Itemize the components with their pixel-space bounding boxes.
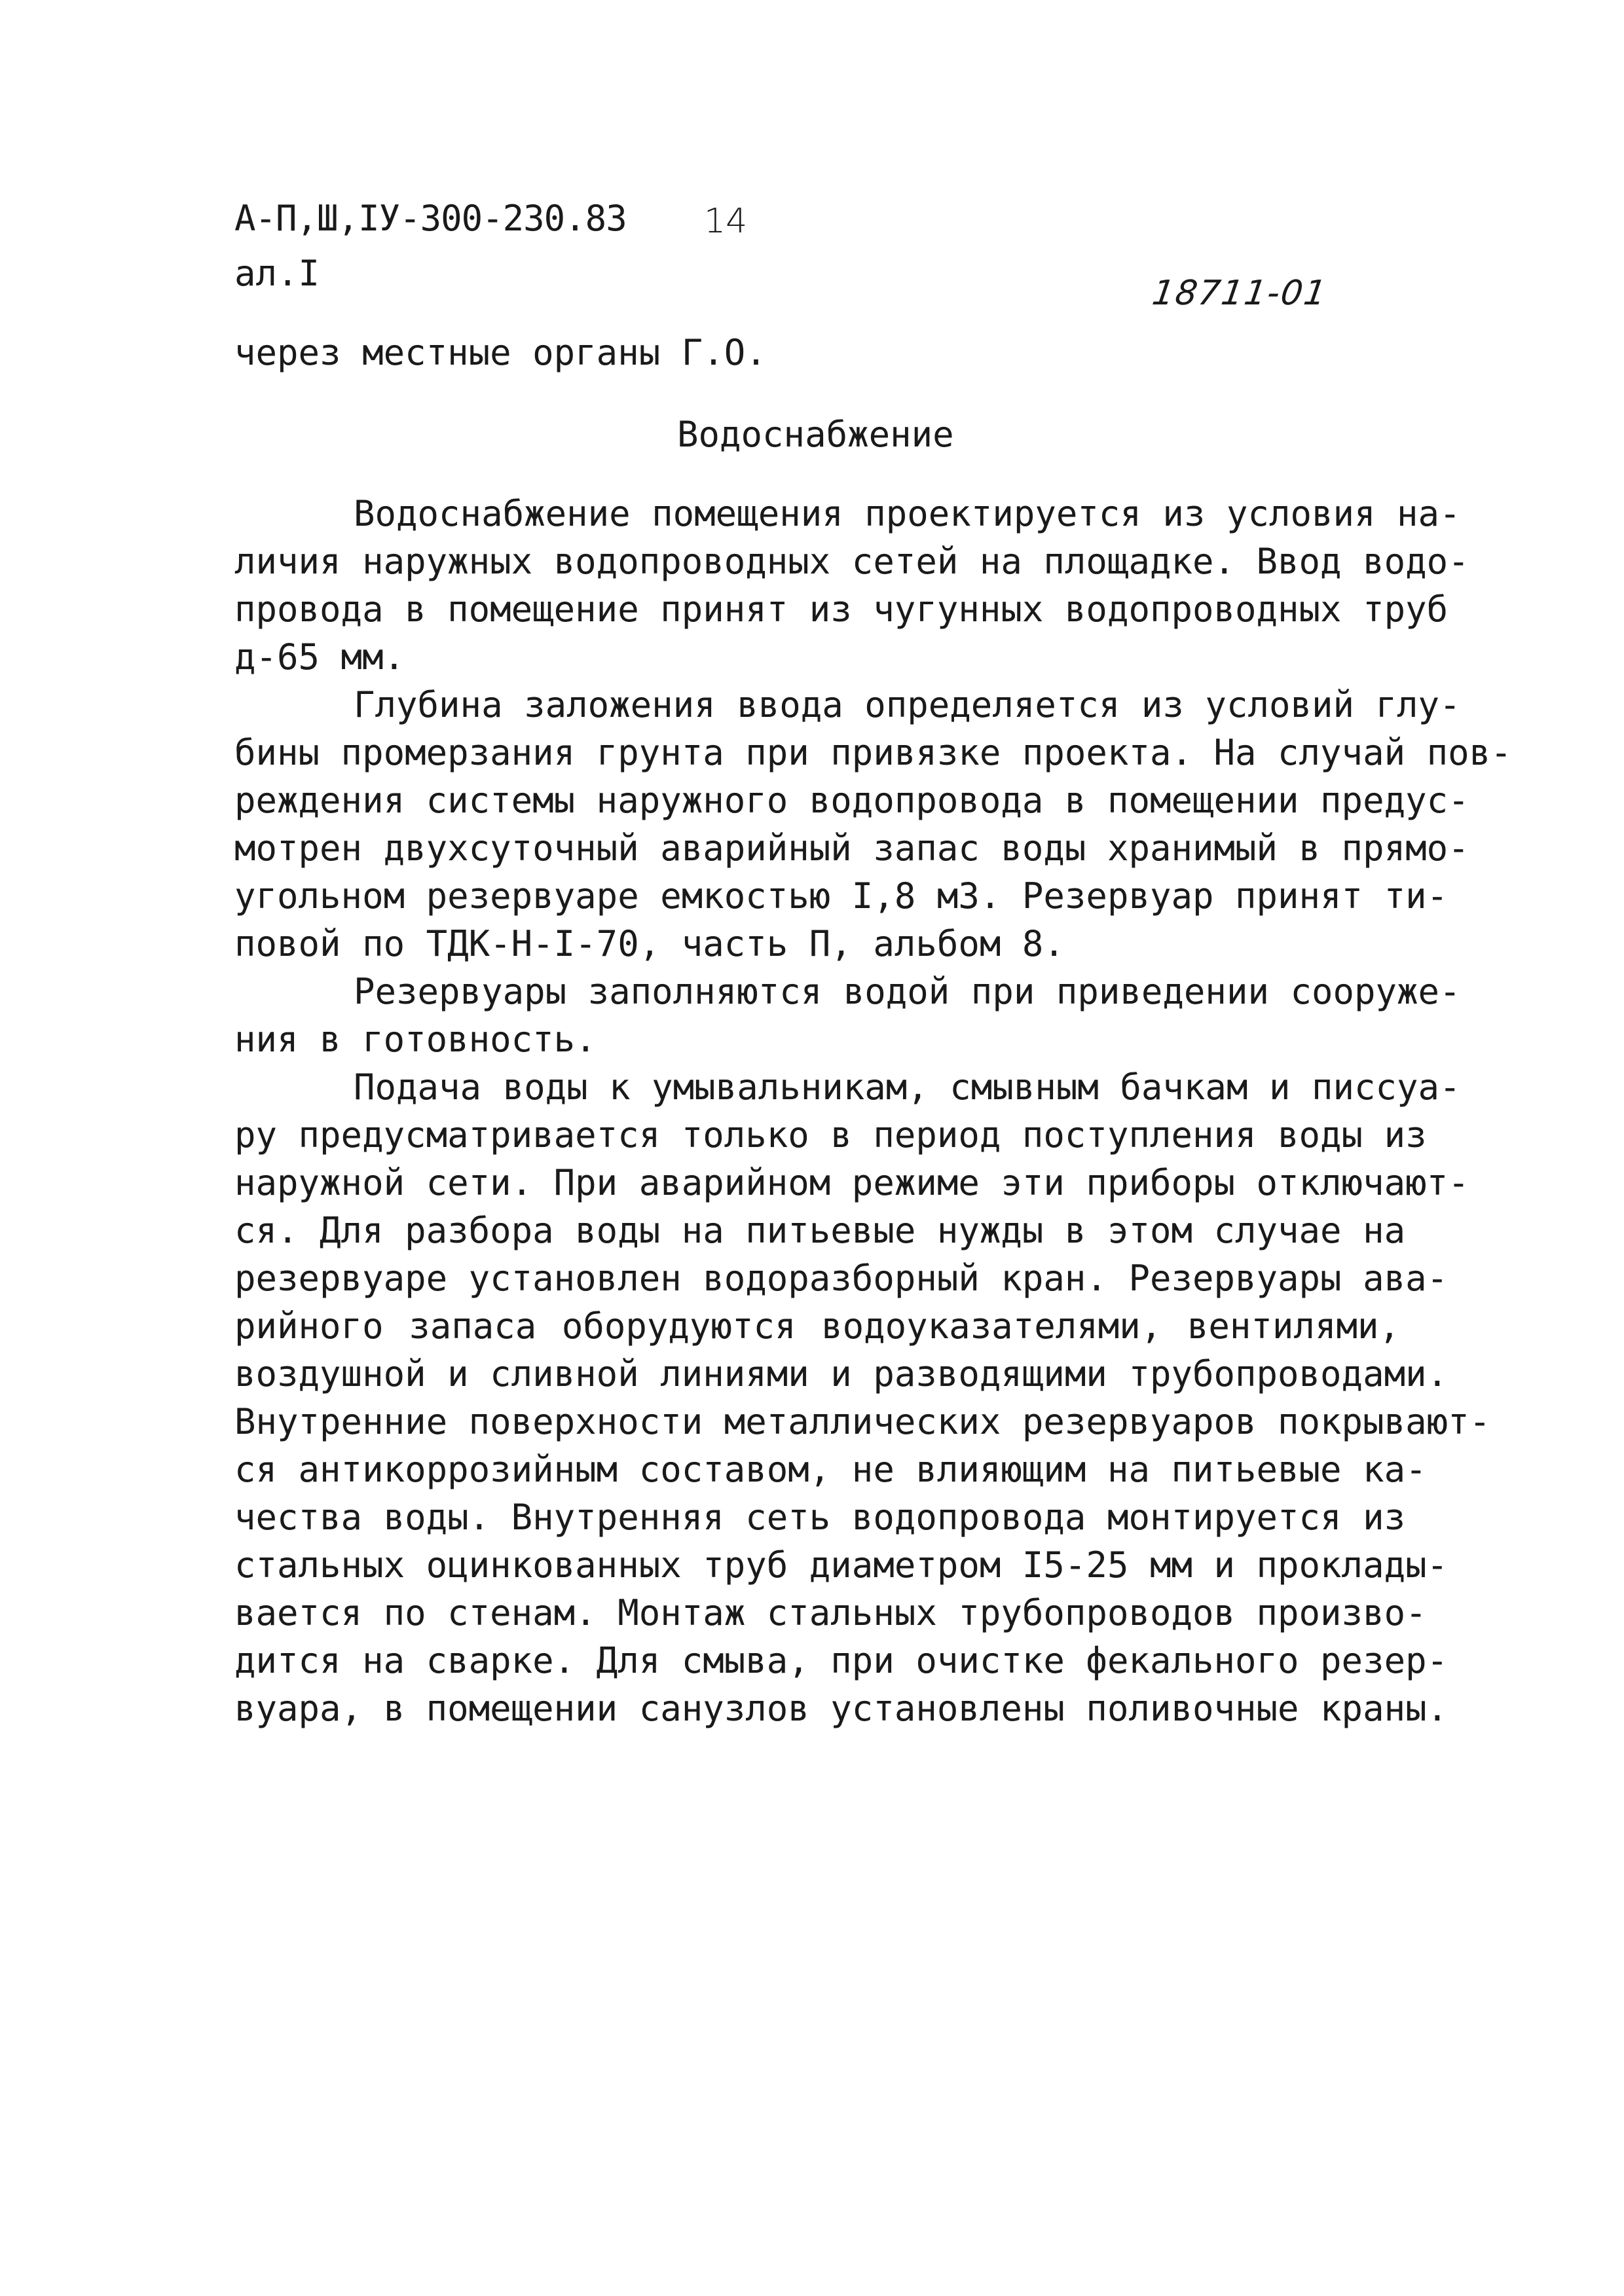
paragraph-4-line-13: дится на сварке. Для смыва, при очистке фекального резер- — [234, 1640, 1449, 1681]
paragraph-3-line-2: ния в готовность. — [234, 1019, 597, 1060]
paragraph-4-line-10: чества воды. Внутренняя сеть водопровода монтируется из — [234, 1497, 1406, 1538]
paragraph-4-line-4: ся. Для разбора воды на питьевые нужды в этом случае на — [234, 1210, 1406, 1251]
paragraph-4-line-9: ся антикоррозийным составом, не влияющим на питьевые ка- — [234, 1449, 1427, 1490]
paragraph-4-line-12: вается по стенам. Монтаж стальных трубопроводов произво- — [234, 1592, 1427, 1633]
paragraph-1-line-4: д-65 мм. — [234, 636, 405, 678]
paragraph-1-line-3: провода в помещение принят из чугунных водопроводных труб — [234, 589, 1449, 630]
paragraph-2-line-6: повой по ТДК-Н-I-70, часть П, альбом 8. — [234, 923, 1065, 964]
body-text — [234, 490, 1512, 1732]
paragraph-4-line-8: Внутренние поверхности металлических резервуаров покрывают- — [234, 1401, 1491, 1442]
paragraph-4-line-3: наружной сети. При аварийном режиме эти приборы отключают- — [234, 1162, 1469, 1203]
paragraph-4-line-5: резервуаре установлен водоразборный кран. Резервуары ава- — [234, 1258, 1449, 1299]
paragraph-2-line-5: угольном резервуаре емкостью I,8 м3. Резервуар принят ти- — [234, 875, 1449, 917]
paragraph-4-line-2: ру предусматривается только в период поступления воды из — [234, 1114, 1427, 1156]
paragraph-4-line-14: вуара, в помещении санузлов установлены поливочные краны. — [234, 1688, 1449, 1729]
paragraph-4-line-1: Подача воды к умывальникам, смывным бачкам и писсуа- — [354, 1066, 1461, 1108]
paragraph-2-line-4: мотрен двухсуточный аварийный запас воды хранимый в прямо- — [234, 828, 1469, 869]
paragraph-3-line-1: Резервуары заполняются водой при приведении сооруже- — [354, 971, 1461, 1012]
paragraph-2-line-3: реждения системы наружного водопровода в помещении предус- — [234, 780, 1469, 821]
document-code: А-П,Ш,IУ-300-230.83 — [234, 198, 627, 239]
page-number: 14 — [704, 202, 748, 241]
continuation-line: через местные органы Г.О. — [234, 332, 767, 373]
paragraph-2-line-2: бины промерзания грунта при привязке проекта. На случай пов- — [234, 732, 1512, 773]
section-title: Водоснабжение — [677, 414, 954, 455]
paragraph-2-line-1: Глубина заложения ввода определяется из условий глу- — [354, 684, 1461, 725]
paragraph-4-line-7: воздушной и сливной линиями и разводящими трубопроводами. — [234, 1353, 1449, 1394]
paragraph-1-line-1: Водоснабжение помещения проектируется из условия на- — [354, 493, 1461, 534]
inventory-number: 18711-01 — [1149, 274, 1330, 313]
sheet-label: ал.I — [234, 253, 320, 294]
paragraph-4-line-11: стальных оцинкованных труб диаметром I5-25 мм и проклады- — [234, 1544, 1449, 1586]
paragraph-4-line-6: рийного запаса оборудуются водоуказателями, вентилями, — [234, 1305, 1400, 1347]
paragraph-1-line-2: личия наружных водопроводных сетей на площадке. Ввод водо- — [234, 541, 1469, 582]
